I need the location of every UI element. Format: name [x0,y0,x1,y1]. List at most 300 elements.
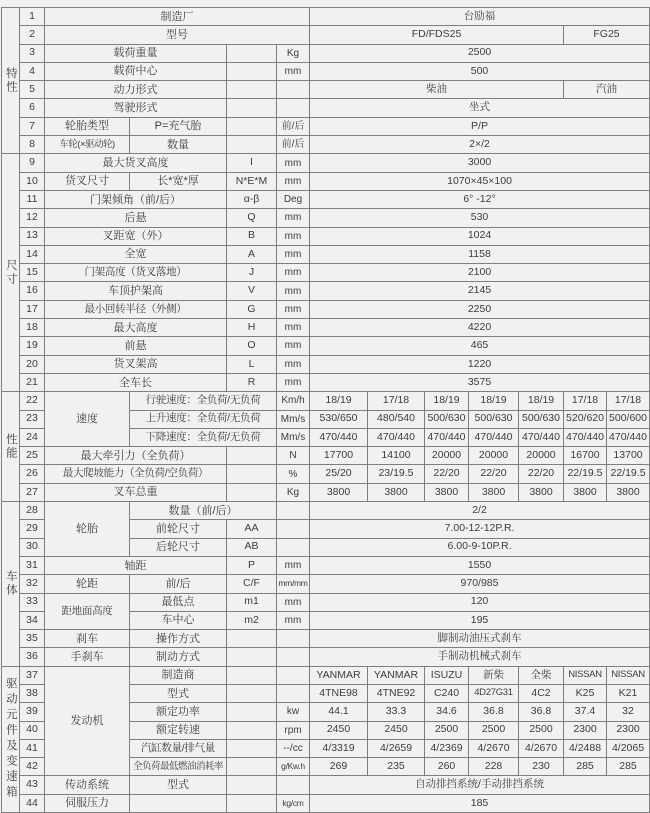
spec-value: 44.1 [310,703,368,721]
table-row [2,337,650,355]
row-number: 13 [20,227,45,245]
spec-sublabel: 全负荷最低燃油消耗率 [130,758,227,776]
row-number: 37 [20,666,45,684]
table-row [2,373,650,391]
row-number: 9 [20,154,45,172]
spec-value: 4D27G31 [469,684,519,702]
row-number: 17 [20,300,45,318]
spec-value: 1070×45×100 [310,172,650,190]
unit-cell: --/cc [277,739,310,757]
spec-value: 3800 [564,483,607,501]
symbol-cell: N*E*M [227,172,277,190]
spec-value: 4TNE92 [368,684,425,702]
table-row [2,666,650,684]
row-number: 35 [20,630,45,648]
spec-value: 23/19.5 [368,465,425,483]
unit-cell: mm [277,300,310,318]
spec-value: 2145 [310,282,650,300]
spec-value: YANMAR [310,666,368,684]
table-row [2,190,650,208]
row-number: 16 [20,282,45,300]
table-row [2,282,650,300]
row-number: 10 [20,172,45,190]
spec-value: 235 [368,758,425,776]
symbol-cell [227,117,277,135]
table-row [2,264,650,282]
spec-value: 500/630 [519,410,564,428]
spec-value: 1220 [310,355,650,373]
spec-value: 34.6 [425,703,469,721]
spec-value: 4220 [310,319,650,337]
symbol-cell [227,684,277,702]
spec-sublabel: 制动方式 [130,648,227,666]
unit-cell: Kg [277,44,310,62]
spec-sublabel: 后轮尺寸 [130,538,227,556]
spec-value-diesel: 柴油 [310,81,564,99]
unit-cell: Kg [277,483,310,501]
symbol-cell: AA [227,520,277,538]
unit-cell: Deg [277,190,310,208]
unit-cell: kg/cm [277,794,310,812]
spec-label: 最小回转半径（外侧） [45,300,227,318]
spec-value: 2250 [310,300,650,318]
spec-label: 门架高度（货叉落地） [45,264,227,282]
spec-value: 500/630 [425,410,469,428]
spec-sublabel: 汽缸数量/排气量 [130,739,227,757]
spec-value: 22/20 [425,465,469,483]
spec-value: 2×/2 [310,136,650,154]
spec-value: 18/19 [310,392,368,410]
spec-value: 14100 [368,447,425,465]
table-row [2,117,650,135]
unit-cell: N [277,447,310,465]
spec-value: 4/2065 [607,739,650,757]
row-number: 32 [20,575,45,593]
symbol-cell [227,758,277,776]
unit-cell: mm [277,227,310,245]
symbol-cell: J [227,264,277,282]
spec-value: 3000 [310,154,650,172]
symbol-cell: AB [227,538,277,556]
table-row [2,575,650,593]
spec-value: 500 [310,62,650,80]
spec-sublabel: 前轮尺寸 [130,520,227,538]
row-number: 7 [20,117,45,135]
symbol-cell: L [227,355,277,373]
symbol-cell: G [227,300,277,318]
table-row [2,8,650,26]
table-row [2,172,650,190]
spec-value: 20000 [425,447,469,465]
unit-cell: 前/后 [277,136,310,154]
spec-value: 37.4 [564,703,607,721]
spec-value: 3800 [519,483,564,501]
spec-value: 470/440 [425,428,469,446]
spec-value: 坐式 [310,99,650,117]
spec-sublabel: 额定功率 [130,703,227,721]
symbol-cell [227,99,277,117]
spec-value-gasoline: 汽油 [564,81,650,99]
spec-value: 3800 [368,483,425,501]
spec-value: 3800 [425,483,469,501]
row-number: 31 [20,556,45,574]
symbol-cell [227,447,277,465]
table-row [2,556,650,574]
spec-label: 全宽 [45,245,227,263]
table-row [2,502,650,520]
spec-value: 530 [310,209,650,227]
spec-label: 最大高度 [45,319,227,337]
spec-label: 前悬 [45,337,227,355]
unit-cell [277,630,310,648]
row-number: 26 [20,465,45,483]
row-number: 11 [20,190,45,208]
spec-label: 轮胎类型 [45,117,130,135]
spec-value: 1158 [310,245,650,263]
row-number: 29 [20,520,45,538]
row-number: 12 [20,209,45,227]
unit-cell: kw [277,703,310,721]
row-number: 23 [20,410,45,428]
spec-sublabel: 长*宽*厚 [130,172,227,190]
spec-sublabel: 上升速度：全负荷/无负荷 [130,410,277,428]
spec-value: 470/440 [564,428,607,446]
table-row [2,44,650,62]
spec-label: 轴距 [45,556,227,574]
spec-value: 285 [607,758,650,776]
spec-value: 465 [310,337,650,355]
unit-cell: mm [277,319,310,337]
spec-value: 4/2488 [564,739,607,757]
row-number: 30 [20,538,45,556]
spec-label: 最大爬坡能力（全负荷/空负荷） [45,465,227,483]
row-number: 38 [20,684,45,702]
section-label-characteristics: 特性 [2,8,20,154]
row-number: 25 [20,447,45,465]
spec-value: 470/440 [469,428,519,446]
symbol-cell: R [227,373,277,391]
symbol-cell [227,136,277,154]
spec-sublabel: 制造商 [130,666,227,684]
spec-label: 轮距 [45,575,130,593]
unit-cell: mm [277,355,310,373]
section-label-drivetrain: 驱动元件及变速箱 [2,666,20,812]
symbol-cell [227,739,277,757]
unit-cell: mm [277,154,310,172]
spec-value: 470/440 [368,428,425,446]
unit-cell: g/Kw.h [277,758,310,776]
symbol-cell [227,630,277,648]
spec-value: 17700 [310,447,368,465]
unit-cell [277,520,310,538]
spec-value: 手制动机械式刹车 [310,648,650,666]
spec-value: 17/18 [607,392,650,410]
spec-value: 自动排挡系统/手动排挡系统 [310,776,650,794]
spec-value: 22/20 [469,465,519,483]
row-number: 34 [20,611,45,629]
spec-sublabel: 数量（前/后） [130,502,277,520]
spec-sublabel: P=充气胎 [130,117,227,135]
symbol-cell: m1 [227,593,277,611]
table-row [2,794,650,812]
spec-value: 500/630 [469,410,519,428]
spec-value: 32 [607,703,650,721]
table-row [2,648,650,666]
spec-sublabel: 数量 [130,136,227,154]
spec-value-gasoline: FG25 [564,26,650,44]
unit-cell: mm [277,282,310,300]
row-number: 5 [20,81,45,99]
table-row [2,392,650,410]
spec-value: 2300 [607,721,650,739]
spec-value: 530/650 [310,410,368,428]
symbol-cell: A [227,245,277,263]
row-number: 27 [20,483,45,501]
spec-value: 230 [519,758,564,776]
table-row [2,465,650,483]
spec-label: 驾驶形式 [45,99,227,117]
unit-cell: mm/mm [277,575,310,593]
row-number: 15 [20,264,45,282]
spec-value: 2450 [368,721,425,739]
row-number: 44 [20,794,45,812]
spec-sublabel: 下降速度：全负荷/无负荷 [130,428,277,446]
symbol-cell: m2 [227,611,277,629]
spec-value: 2100 [310,264,650,282]
unit-cell: 前/后 [277,117,310,135]
row-number: 2 [20,26,45,44]
row-number: 24 [20,428,45,446]
spec-label: 全车长 [45,373,227,391]
symbol-cell [227,483,277,501]
unit-cell [277,81,310,99]
spec-sublabel: 车中心 [130,611,227,629]
table-row [2,319,650,337]
table-row [2,483,650,501]
spec-value: 4/2670 [469,739,519,757]
unit-cell [277,666,310,684]
row-number: 21 [20,373,45,391]
spec-label: 门架倾角（前/后） [45,190,227,208]
unit-cell [277,648,310,666]
spec-value: NISSAN [564,666,607,684]
table-row [2,81,650,99]
spec-value: 195 [310,611,650,629]
table-row [2,136,650,154]
spec-value: 470/440 [310,428,368,446]
spec-value: 4/3319 [310,739,368,757]
spec-label: 型号 [45,26,310,44]
spec-value: 20000 [469,447,519,465]
unit-cell: mm [277,264,310,282]
row-number: 6 [20,99,45,117]
table-row [2,245,650,263]
spec-label: 刹车 [45,630,130,648]
spec-sublabel: 最低点 [130,593,227,611]
spec-value: 17/18 [368,392,425,410]
spec-value: 33.3 [368,703,425,721]
spec-group-label: 速度 [45,392,130,447]
unit-cell: mm [277,593,310,611]
unit-cell: mm [277,172,310,190]
spec-label: 货叉架高 [45,355,227,373]
spec-label: 载荷中心 [45,62,227,80]
spec-label: 动力形式 [45,81,227,99]
symbol-cell [227,703,277,721]
unit-cell [277,502,310,520]
spec-value: 2500 [310,44,650,62]
spec-value-diesel: FD/FDS25 [310,26,564,44]
spec-value: 25/20 [310,465,368,483]
unit-cell: mm [277,337,310,355]
row-number: 14 [20,245,45,263]
spec-value: 3800 [607,483,650,501]
table-row [2,593,650,611]
spec-value: 3800 [310,483,368,501]
spec-value: 2300 [564,721,607,739]
spec-value: 全柴 [519,666,564,684]
section-label-body: 车体 [2,502,20,667]
symbol-cell [227,81,277,99]
spec-value: 4C2 [519,684,564,702]
spec-value: 2500 [519,721,564,739]
spec-value: P/P [310,117,650,135]
spec-value: 3575 [310,373,650,391]
spec-value: 480/540 [368,410,425,428]
spec-group-label: 发动机 [45,666,130,776]
spec-value: 脚制动油压式刹车 [310,630,650,648]
spec-label: 最大货叉高度 [45,154,227,172]
section-label-dimensions: 尺寸 [2,154,20,392]
symbol-cell: B [227,227,277,245]
spec-value: 260 [425,758,469,776]
spec-value: 18/19 [469,392,519,410]
row-number: 19 [20,337,45,355]
spec-label: 叉距宽（外） [45,227,227,245]
spec-sublabel [130,794,227,812]
spec-value: 36.8 [519,703,564,721]
spec-value: ISUZU [425,666,469,684]
spec-value: 4TNE98 [310,684,368,702]
spec-value: 台励福 [310,8,650,26]
unit-cell: mm [277,62,310,80]
row-number: 28 [20,502,45,520]
spec-value: YANMAR [368,666,425,684]
row-number: 4 [20,62,45,80]
spec-value: 185 [310,794,650,812]
spec-label: 最大牵引力（全负荷） [45,447,227,465]
spec-value: 18/19 [519,392,564,410]
table-row [2,26,650,44]
spec-sublabel: 额定转速 [130,721,227,739]
spec-value: 4/2659 [368,739,425,757]
spec-label: 货叉尺寸 [45,172,130,190]
row-number: 41 [20,739,45,757]
spec-value: 16700 [564,447,607,465]
table-row [2,227,650,245]
spec-value: 2450 [310,721,368,739]
spec-value: 970/985 [310,575,650,593]
symbol-cell [227,794,277,812]
spec-value: K21 [607,684,650,702]
spec-value: 6° -12° [310,190,650,208]
spec-value: 2500 [425,721,469,739]
unit-cell: mm [277,611,310,629]
spec-value: 120 [310,593,650,611]
spec-value: 22/20 [519,465,564,483]
spec-value: 新柴 [469,666,519,684]
symbol-cell [227,666,277,684]
spec-group-label: 轮胎 [45,502,130,557]
unit-cell: Mm/s [277,410,310,428]
symbol-cell: Q [227,209,277,227]
symbol-cell [227,465,277,483]
spec-label: 手刹车 [45,648,130,666]
spec-sublabel: 行驶速度：全负荷/无负荷 [130,392,277,410]
table-row [2,447,650,465]
unit-cell: Km/h [277,392,310,410]
row-number: 22 [20,392,45,410]
unit-cell: % [277,465,310,483]
spec-value: 470/440 [607,428,650,446]
symbol-cell: I [227,154,277,172]
section-label-performance: 性能 [2,392,20,502]
row-number: 42 [20,758,45,776]
spec-value: 13700 [607,447,650,465]
unit-cell [277,99,310,117]
spec-value: K25 [564,684,607,702]
unit-cell: mm [277,209,310,227]
spec-value: 269 [310,758,368,776]
row-number: 40 [20,721,45,739]
row-number: 18 [20,319,45,337]
spec-value: 22/19.5 [564,465,607,483]
forklift-spec-table [1,7,650,813]
table-row [2,99,650,117]
spec-label: 叉车总重 [45,483,227,501]
spec-value: 2/2 [310,502,650,520]
table-row [2,630,650,648]
spec-value: 7.00-12-12P.R. [310,520,650,538]
spec-label: 后悬 [45,209,227,227]
spec-value: 36.8 [469,703,519,721]
spec-value: C240 [425,684,469,702]
spec-sublabel: 操作方式 [130,630,227,648]
table-row [2,209,650,227]
row-number: 1 [20,8,45,26]
table-row [2,300,650,318]
spec-value: 6.00-9-10P.R. [310,538,650,556]
symbol-cell: α-β [227,190,277,208]
symbol-cell: H [227,319,277,337]
spec-label: 制造厂 [45,8,310,26]
unit-cell: Mm/s [277,428,310,446]
unit-cell [277,538,310,556]
spec-value: 520/620 [564,410,607,428]
spec-value: 3800 [469,483,519,501]
spec-value: 4/2369 [425,739,469,757]
table-row [2,154,650,172]
spec-value: 285 [564,758,607,776]
symbol-cell [227,648,277,666]
spec-value: 18/19 [425,392,469,410]
symbol-cell: P [227,556,277,574]
row-number: 3 [20,44,45,62]
row-number: 20 [20,355,45,373]
spec-value: 1024 [310,227,650,245]
unit-cell: rpm [277,721,310,739]
spec-value: NISSAN [607,666,650,684]
